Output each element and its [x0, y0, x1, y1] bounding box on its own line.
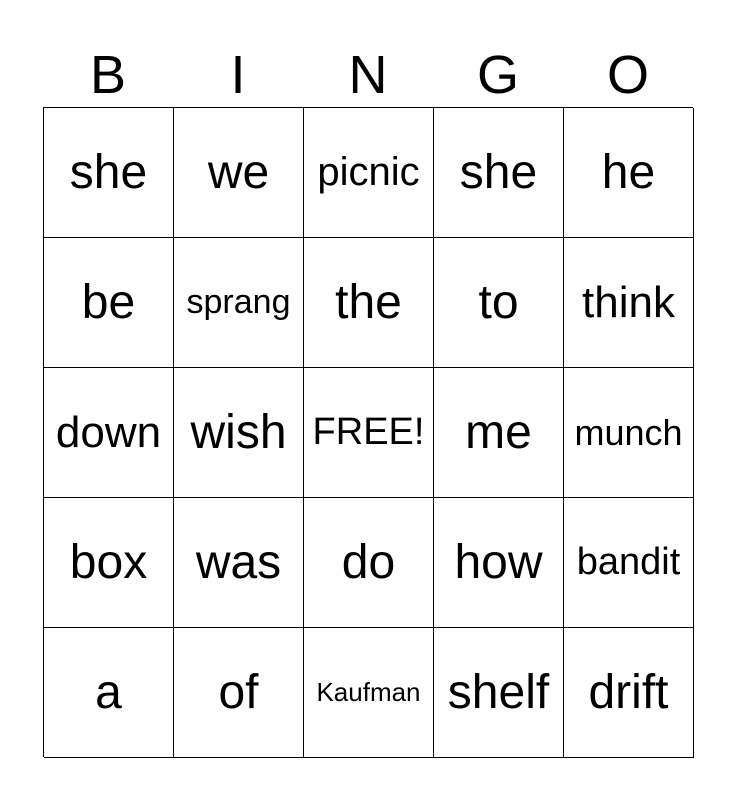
bingo-cell[interactable]: he [564, 108, 694, 238]
bingo-cell[interactable]: sprang [174, 238, 304, 368]
bingo-cell[interactable]: to [434, 238, 564, 368]
bingo-cell[interactable]: be [44, 238, 174, 368]
bingo-cell[interactable]: a [44, 628, 174, 758]
bingo-cell[interactable]: of [174, 628, 304, 758]
bingo-cell[interactable]: down [44, 368, 174, 498]
bingo-cell[interactable]: how [434, 498, 564, 628]
bingo-cell[interactable]: picnic [304, 108, 434, 238]
bingo-cell[interactable]: think [564, 238, 694, 368]
bingo-header [43, 42, 693, 108]
bingo-cell[interactable]: we [174, 108, 304, 238]
header-letter-o: O [606, 45, 649, 105]
bingo-cell[interactable]: Kaufman [304, 628, 434, 758]
bingo-cell[interactable]: bandit [564, 498, 694, 628]
header-letter-i: I [230, 45, 246, 105]
bingo-cell[interactable]: she [434, 108, 564, 238]
bingo-cell[interactable]: the [304, 238, 434, 368]
bingo-cell[interactable]: box [44, 498, 174, 628]
bingo-cell[interactable]: do [304, 498, 434, 628]
bingo-cell[interactable]: shelf [434, 628, 564, 758]
bingo-board [43, 107, 693, 757]
bingo-cell[interactable]: she [44, 108, 174, 238]
bingo-cell[interactable]: drift [564, 628, 694, 758]
header-letter-g: G [476, 45, 519, 105]
bingo-cell[interactable]: me [434, 368, 564, 498]
bingo-cell[interactable]: munch [564, 368, 694, 498]
bingo-cell[interactable]: wish [174, 368, 304, 498]
bingo-cell[interactable]: was [174, 498, 304, 628]
free-space-cell[interactable]: FREE! [304, 368, 434, 498]
header-letter-b: B [89, 45, 127, 105]
header-letter-n: N [348, 45, 388, 105]
